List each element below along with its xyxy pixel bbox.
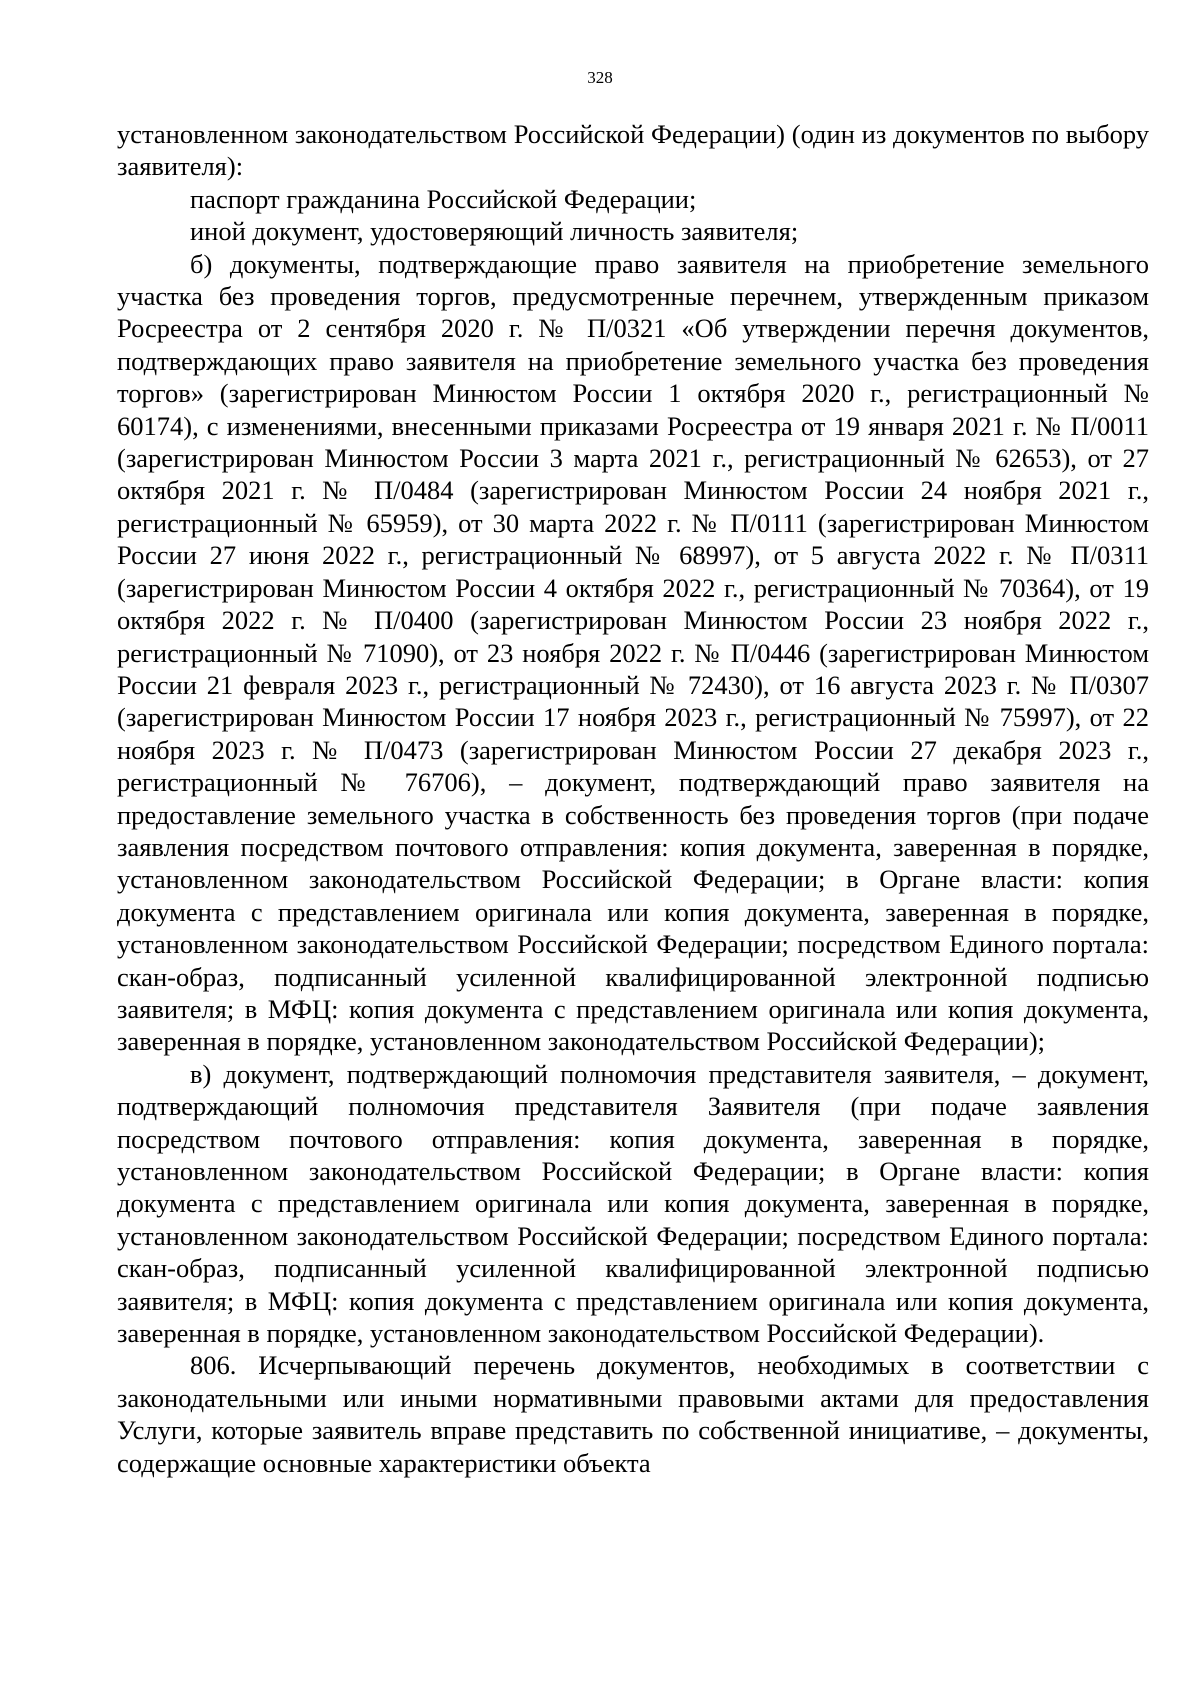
paragraph-806: 806. Исчерпывающий перечень документов, необходимых в соответствии с законодательными или иными нормативными правовыми актами для предоставления Услуги, которые заявитель вправе представить по собственной инициативе, – документы, содержащие основные характеристики объекта: [117, 1350, 1149, 1478]
list-item-passport: паспорт гражданина Российской Федерации;: [190, 183, 697, 214]
page-number: 328: [587, 68, 613, 87]
paragraph-item-v: в) документ, подтверждающий полномочия представителя заявителя, – документ, подтверждающий полномочия представителя Заявителя (при подаче заявления посредством почтового отправления: копия документа, заверенная в порядке, установленном законодательством Российской Федерации; в Органе власти: копия документа с представлением оригинала или копия документа, заверенная в порядке, установленном законодательством Российской Федерации; посредством Единого портала: скан-образ, подписанный усиленной квалифицированной электронной подписью заявителя; в МФЦ: копия документа с представлением оригинала или копия документа, заверенная в порядке, установленном законодательством Российской Федерации).: [117, 1058, 1149, 1349]
document-body: [117, 118, 1149, 1479]
paragraph-item-b: б) документы, подтверждающие право заявителя на приобретение земельного участка без проведения торгов, предусмотренные перечнем, утвержденным приказом Росреестра от 2 сентября 2020 г. № П/0321 «Об утверждении перечня документов, подтверждающих право заявителя на приобретение земельного участка без проведения торгов» (зарегистрирован Минюстом России 1 октября 2020 г., регистрационный № 60174), с изменениями, внесенными приказами Росреестра от 19 января 2021 г. № П/0011 (зарегистрирован Минюстом России 3 марта 2021 г., регистрационный № 62653), от 27 октября 2021 г. № П/0484 (зарегистрирован Минюстом России 24 ноября 2021 г., регистрационный № 65959), от 30 марта 2022 г. № П/0111 (зарегистрирован Минюстом России 27 июня 2022 г., регистрационный № 68997), от 5 августа 2022 г. № П/0311 (зарегистрирован Минюстом России 4 октября 2022 г., регистрационный № 70364), от 19 октября 2022 г. № П/0400 (зарегистрирован Минюстом России 23 ноября 2022 г., регистрационный № 71090), от 23 ноября 2022 г. № П/0446 (зарегистрирован Минюстом России 21 февраля 2023 г., регистрационный № 72430), от 16 августа 2023 г. № П/0307 (зарегистрирован Минюстом России 17 ноября 2023 г., регистрационный № 75997), от 22 ноября 2023 г. № П/0473 (зарегистрирован Минюстом России 27 декабря 2023 г., регистрационный № 76706), – документ, подтверждающий право заявителя на предоставление земельного участка в собственность без проведения торгов (при подаче заявления посредством почтового отправления: копия документа, заверенная в порядке, установленном законодательством Российской Федерации; в Органе власти: копия документа с представлением оригинала или копия документа, заверенная в порядке, установленном законодательством Российской Федерации; посредством Единого портала: скан-образ, подписанный усиленной квалифицированной электронной подписью заявителя; в МФЦ: копия документа с представлением оригинала или копия документа, заверенная в порядке, установленном законодательством Российской Федерации);: [117, 248, 1149, 1057]
list-item-other-id: иной документ, удостоверяющий личность заявителя;: [190, 216, 799, 247]
paragraph-continuation: установленном законодательством Российской Федерации) (один из документов по выбору заявителя):: [117, 119, 1149, 182]
